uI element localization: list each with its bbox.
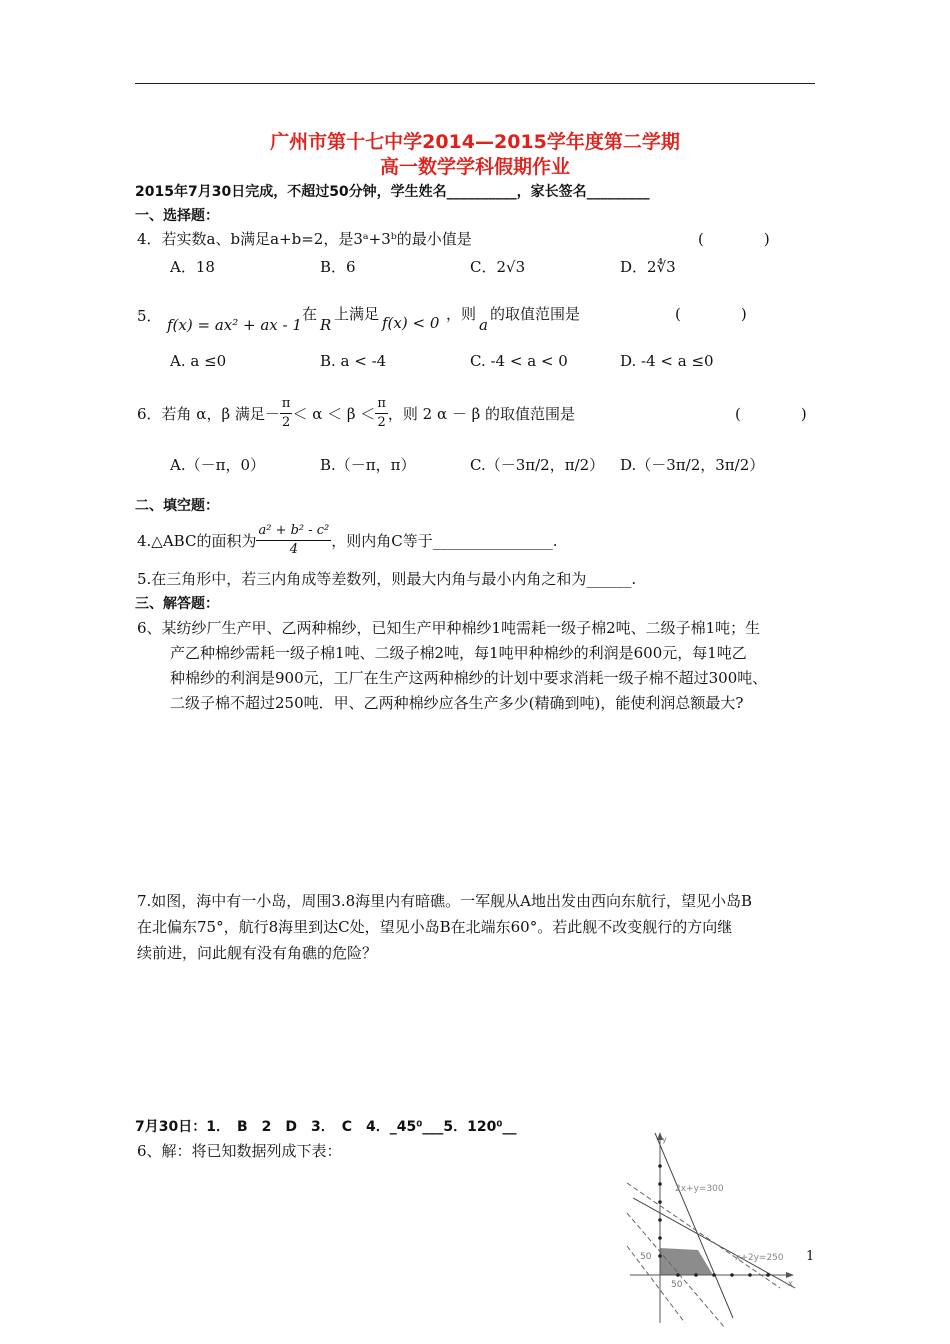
q6-frac-2 xyxy=(375,395,388,432)
q4-option-a: A．18 xyxy=(170,258,215,276)
grid-dot xyxy=(676,1273,680,1277)
grid-dot xyxy=(748,1273,752,1277)
q4-option-b: B．6 xyxy=(320,258,356,276)
q5-num: 5． xyxy=(137,307,162,325)
q6-frac-1-num: π xyxy=(280,395,293,414)
q6-stem-c: ，则 2 α － β 的取值范围是 xyxy=(387,405,576,423)
section1-heading: 一、选择题： xyxy=(135,208,219,224)
grid-dot xyxy=(766,1273,770,1277)
section2-heading: 二、填空题： xyxy=(135,498,219,514)
q7-line-1: 7.如图，海中有一小岛，周围3.8海里内有暗礁。一军舰从A地出发由西向东航行，望见小岛B xyxy=(137,892,753,910)
fill-q4-frac xyxy=(256,522,331,559)
q6-option-b: B.（－π，π） xyxy=(320,456,416,474)
q4-paren: ( ) xyxy=(698,230,770,248)
q6-paren: ( ) xyxy=(735,405,807,423)
x-tick-50: 50 xyxy=(671,1280,683,1290)
q5-option-a: A. a ≤0 xyxy=(170,352,227,370)
q6-option-c: C.（－3π/2，π/2） xyxy=(470,456,605,474)
section3-heading: 三、解答题： xyxy=(135,596,219,612)
line1-label: 2x+y=300 xyxy=(675,1184,724,1194)
q7-line-2: 在北偏东75°，航行8海里到达C处，望见小岛B在北端东60°。若此舰不改变舰行的方向继 xyxy=(137,918,733,936)
q6-frac-2-den: 2 xyxy=(377,415,386,430)
q5-condition: f(x) < 0 xyxy=(382,314,440,332)
q4-option-d: D．2∜3 xyxy=(620,258,676,276)
q5-a: a xyxy=(479,316,488,334)
q6-stem xyxy=(137,395,575,432)
q6-line-3: 种棉纱的利润是900元，工厂在生产这两种棉纱的计划中要求消耗一级子棉不超过300吨、 xyxy=(170,669,768,687)
q6-option-a: A.（－π，0） xyxy=(170,456,266,474)
q5-text-2: 上满足 xyxy=(334,305,380,323)
q5-R: R xyxy=(320,316,332,334)
q6-option-d: D.（－3π/2，3π/2） xyxy=(620,456,765,474)
fill-q5: 5.在三角形中，若三内角成等差数列，则最大内角与最小内角之和为______. xyxy=(137,570,637,588)
fill-q4-b: ，则内角C等于________________. xyxy=(331,532,558,550)
q6-stem-b: ＜ α ＜ β ＜ xyxy=(292,405,376,423)
q6-line-2: 产乙种棉纱需耗一级子棉1吨、二级子棉2吨，每1吨甲种棉纱的利润是600元，每1吨乙 xyxy=(170,644,747,662)
y-axis-label: y xyxy=(662,1135,667,1144)
q5-text-1: 在 xyxy=(302,305,318,323)
x-axis-label: x xyxy=(788,1279,793,1288)
line2-label: x+2y=250 xyxy=(735,1253,784,1263)
q5-option-c: C. -4 < a < 0 xyxy=(470,352,568,370)
title-line-1: 广州市第十七中学2014—2015学年度第二学期 xyxy=(270,131,680,153)
q6-line-1: 6、某纺纱厂生产甲、乙两种棉纱，已知生产甲种棉纱1吨需耗一级子棉2吨、二级子棉1吨；生 xyxy=(137,619,761,637)
top-rule xyxy=(135,83,815,84)
fill-q4-a: 4.△ABC的面积为 xyxy=(137,532,257,550)
answers-line-2: 6、解：将已知数据列成下表： xyxy=(137,1142,342,1160)
q5-text-4: 的取值范围是 xyxy=(490,305,581,323)
info-line: 2015年7月30日完成，不超过50分钟，学生姓名__________，家长签名_________ xyxy=(135,184,650,200)
q5-text-3: ，则 xyxy=(446,305,477,323)
q5-paren: ( ) xyxy=(675,305,747,323)
grid-dot xyxy=(730,1273,734,1277)
q5-function: f(x) = ax² + ax - 1 xyxy=(167,316,302,334)
line-2x-plus-y xyxy=(655,1133,733,1318)
q6-frac-2-num: π xyxy=(375,395,388,414)
fill-q4-frac-den: 4 xyxy=(289,542,299,557)
q5-option-d: D. -4 < a ≤0 xyxy=(620,352,714,370)
answers-line-1: 7月30日：1． B 2 D 3． C 4．_45⁰___5．120⁰__ xyxy=(135,1119,517,1135)
q6-stem-a: 6．若角 α，β 满足－ xyxy=(137,405,280,423)
page-number: 1 xyxy=(806,1249,815,1264)
q7-line-3: 续前进，问此舰有没有角礁的危险？ xyxy=(137,944,378,962)
title-line-2: 高一数学学科假期作业 xyxy=(379,156,570,178)
grid-dot xyxy=(658,1200,662,1204)
q5-option-b: B. a < -4 xyxy=(320,352,387,370)
grid-dot xyxy=(658,1218,662,1222)
q6-frac-1 xyxy=(280,395,293,432)
grid-dot xyxy=(694,1273,698,1277)
fill-q4-frac-num: a² + b² - c² xyxy=(256,522,331,541)
y-tick-50: 50 xyxy=(640,1252,652,1262)
q6-line-4: 二级子棉不超过250吨．甲、乙两种棉纱应各生产多少(精确到吨)，能使利润总额最大? xyxy=(170,694,744,712)
grid-dot xyxy=(658,1164,662,1168)
q4-stem: 4．若实数a、b满足a+b=2，是3ᵃ+3ᵇ的最小值是 xyxy=(137,230,472,248)
q4-option-c: C．2√3 xyxy=(470,258,526,276)
x-axis-arrow-icon xyxy=(786,1272,794,1278)
grid-dot xyxy=(712,1273,716,1277)
linear-programming-figure xyxy=(615,1128,800,1333)
grid-dot xyxy=(658,1254,662,1258)
fill-q4 xyxy=(137,522,558,559)
q6-frac-1-den: 2 xyxy=(282,415,291,430)
grid-dot xyxy=(658,1236,662,1240)
grid-dot xyxy=(658,1182,662,1186)
